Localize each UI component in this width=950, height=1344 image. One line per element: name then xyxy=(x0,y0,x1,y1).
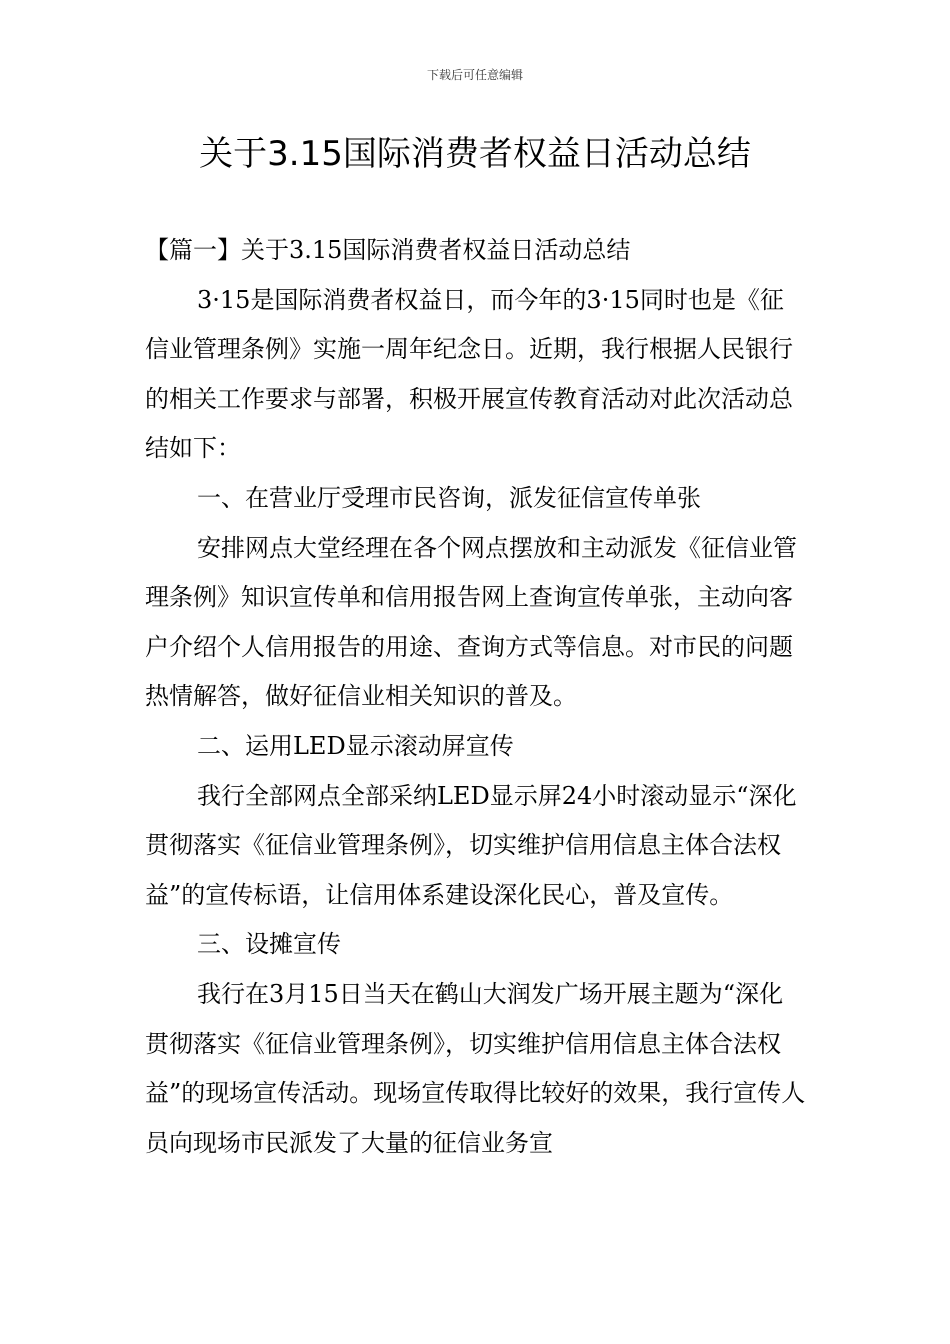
item3-paragraph: 我行在3月15日当天在鹤山大润发广场开展主题为“深化贯彻落实《征信业管理条例》，切实维护信用信息主体合法权益”的现场宣传活动。现场宣传取得比较好的效果，我行宣传人员向现场市民派发了大量的征信业务宣 xyxy=(145,979,806,1157)
intro-paragraph: 3·15是国际消费者权益日，而今年的3·15同时也是《征信业管理条例》实施一周年纪念日。近期，我行根据人民银行的相关工作要求与部署，积极开展宣传教育活动对此次活动总结如下： xyxy=(145,285,793,463)
document-body xyxy=(145,226,807,1168)
document-title: 关于3.15国际消费者权益日活动总结 xyxy=(199,134,751,174)
item1-heading: 一、在营业厅受理市民咨询，派发征信宣传单张 xyxy=(197,483,701,512)
item1-paragraph: 安排网点大堂经理在各个网点摆放和主动派发《征信业管理条例》知识宣传单和信用报告网上查询宣传单张，主动向客户介绍个人信用报告的用途、查询方式等信息。对市民的问题热情解答，做好征信业相关知识的普及。 xyxy=(145,533,797,711)
item2-heading: 二、运用LED显示滚动屏宣传 xyxy=(197,731,514,760)
section-heading: 【篇一】关于3.15国际消费者权益日活动总结 xyxy=(145,236,631,264)
header-note: 下载后可任意编辑 xyxy=(426,68,523,82)
item2-paragraph: 我行全部网点全部采纳LED显示屏24小时滚动显示“深化贯彻落实《征信业管理条例》，切实维护信用信息主体合法权益”的宣传标语，让信用体系建设深化民心，普及宣传。 xyxy=(145,781,797,909)
item3-heading: 三、设摊宣传 xyxy=(197,930,341,959)
